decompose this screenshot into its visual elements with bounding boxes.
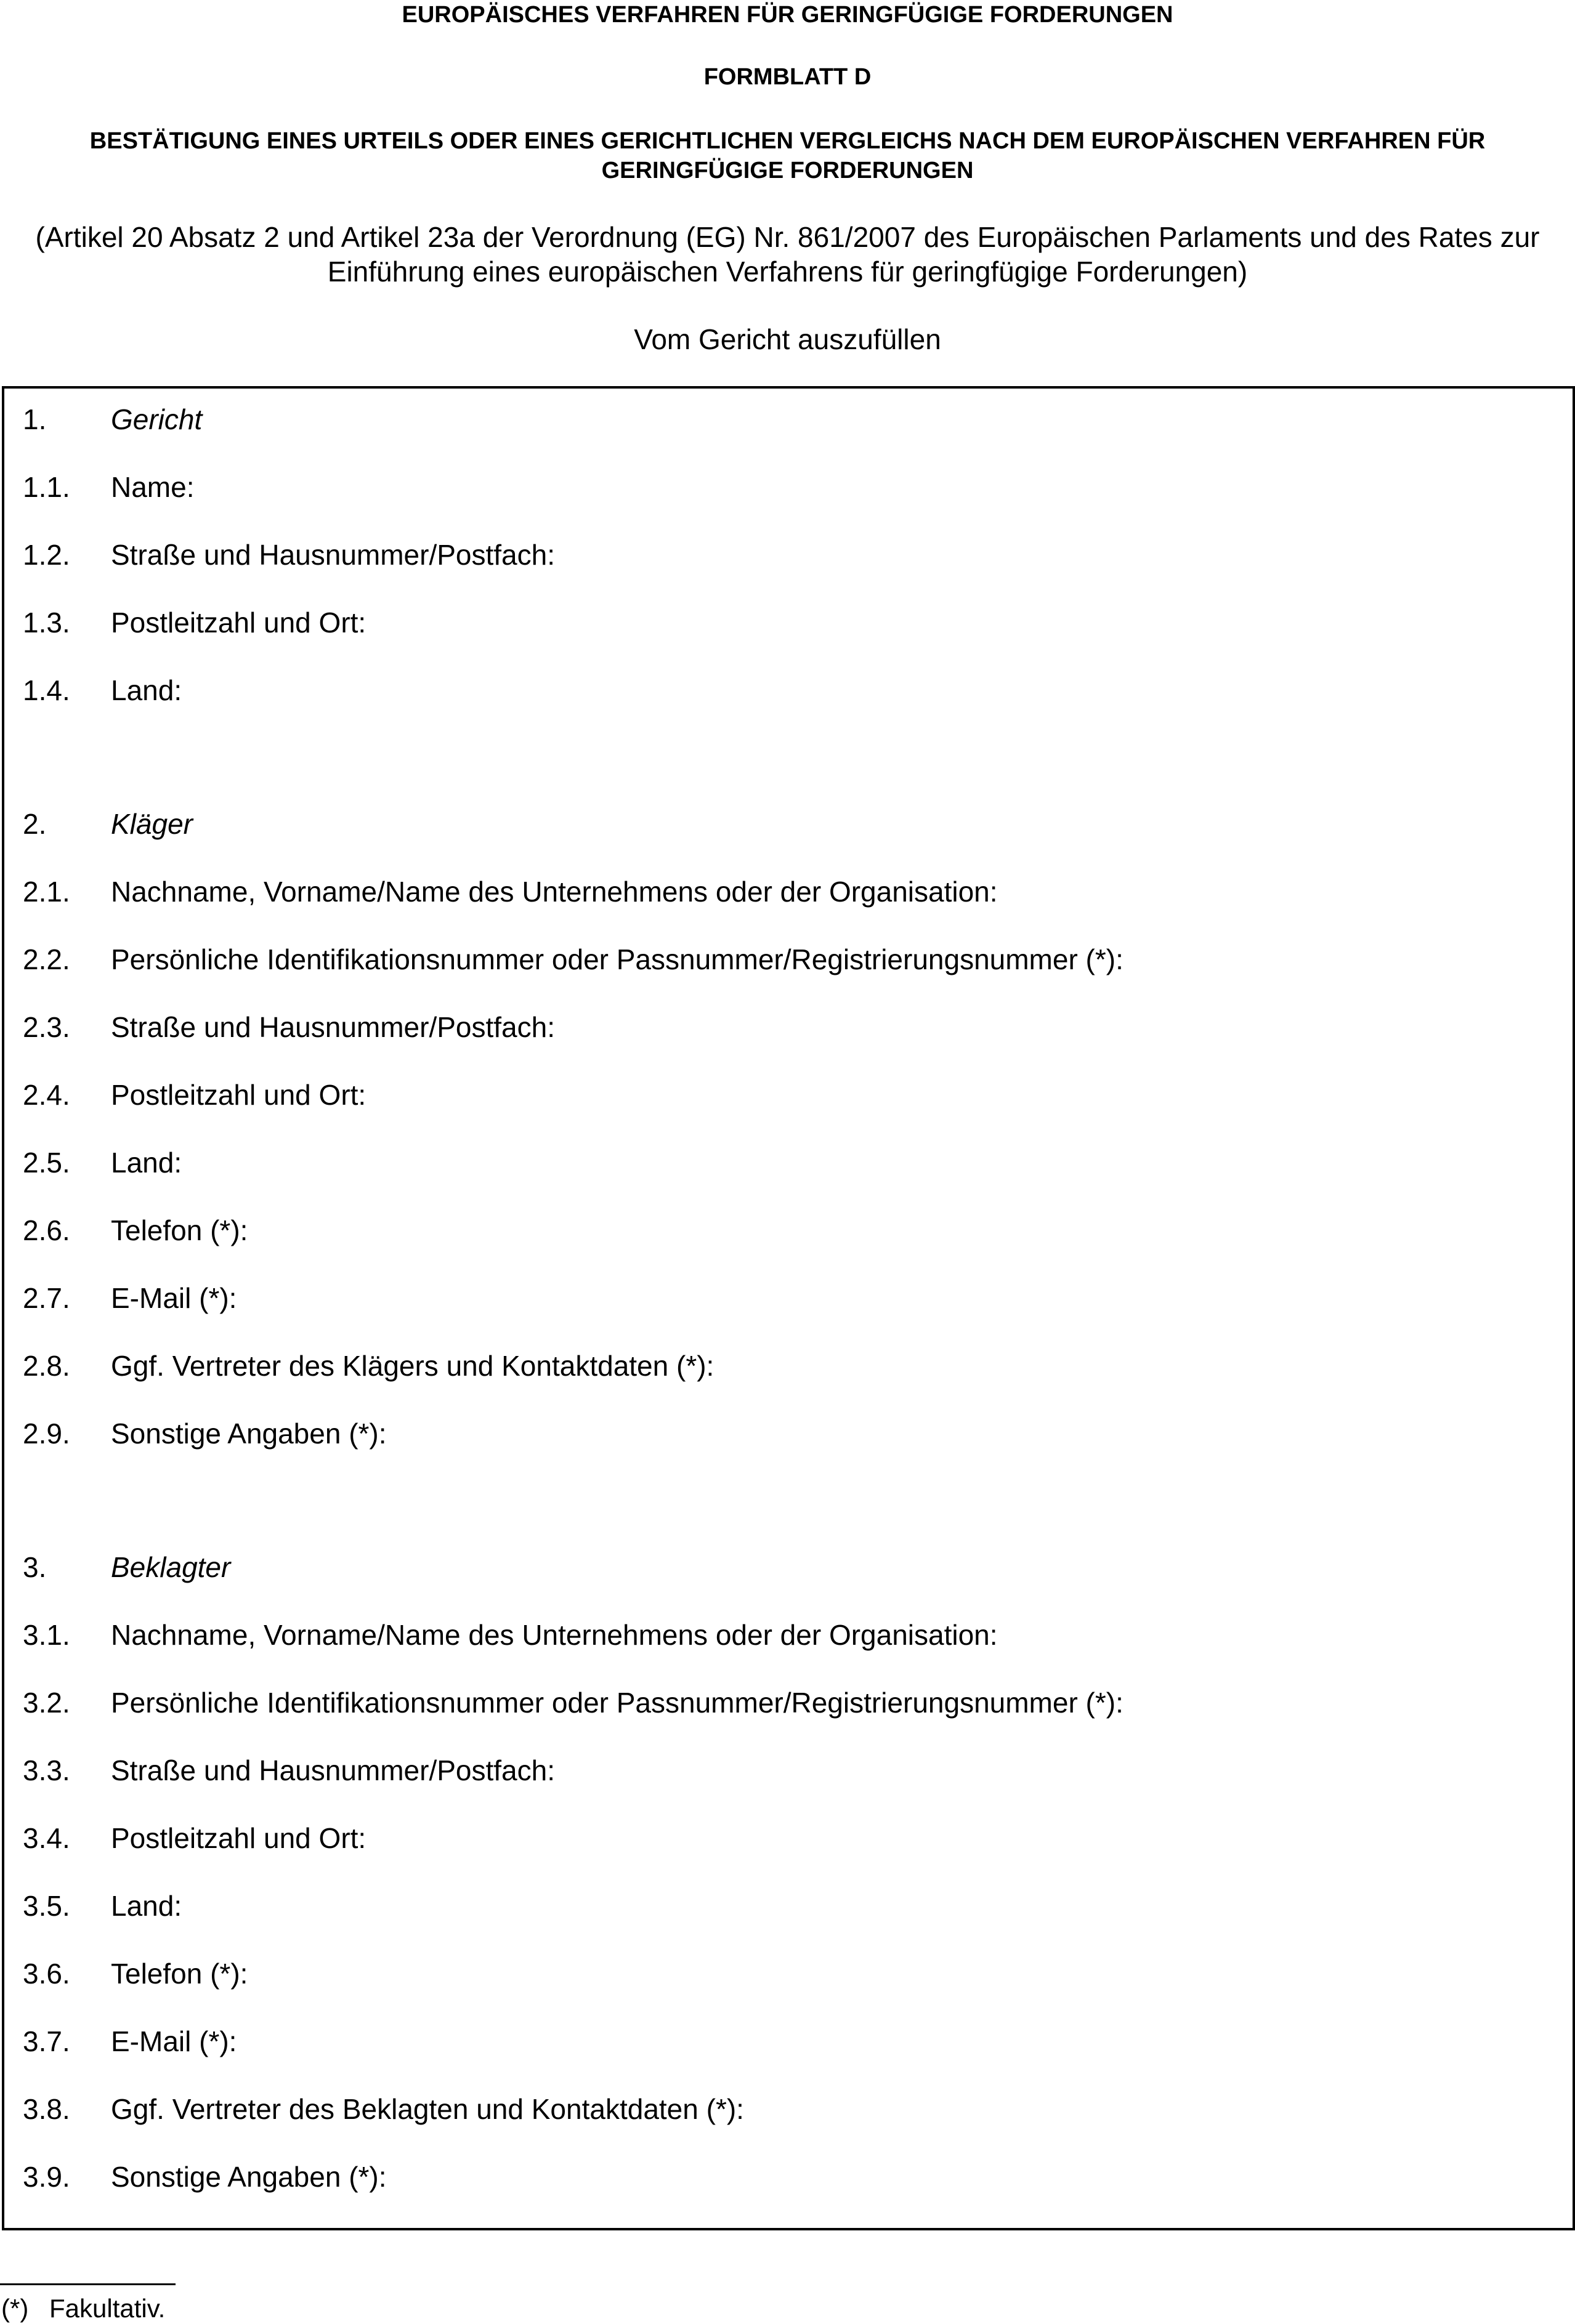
footnote-mark: (*) [1,2294,29,2323]
section-title: Kläger [111,808,193,840]
section-title: Gericht [111,403,203,435]
field-number: 2.5. [23,1147,70,1179]
field-label: Nachname, Vorname/Name des Unternehmens oder der Organisation: [111,1619,998,1651]
legal-basis-line-2: Einführung eines europäischen Verfahrens für geringfügige Forderungen) [327,256,1248,288]
field-number: 3.2. [23,1687,70,1719]
field-number: 3.3. [23,1754,70,1786]
field-label: Name: [111,471,195,503]
field-number: 2.4. [23,1079,70,1111]
field-label: Land: [111,674,182,706]
field-label: Postleitzahl und Ort: [111,1822,366,1854]
instruction-text: Vom Gericht auszufüllen [634,323,941,355]
field-number: 3.4. [23,1822,70,1854]
document-title: EUROPÄISCHES VERFAHREN FÜR GERINGFÜGIGE FORDERUNGEN [402,2,1173,28]
form-name: FORMBLATT D [703,64,872,90]
field-number: 2.9. [23,1418,70,1450]
field-label: Sonstige Angaben (*): [111,1418,387,1450]
field-number: 2.1. [23,876,70,908]
form-heading-line-1: BESTÄTIGUNG EINES URTEILS ODER EINES GERICHTLICHEN VERGLEICHS NACH DEM EUROPÄISCHEN VERFAHREN FÜR [89,128,1486,154]
field-number: 3.1. [23,1619,70,1651]
field-number: 3.8. [23,2093,70,2125]
field-label: Postleitzahl und Ort: [111,1079,366,1111]
form-box [2,386,1575,2230]
field-label: Straße und Hausnummer/Postfach: [111,1011,555,1043]
field-number: 1.3. [23,607,70,639]
field-number: 3.5. [23,1890,70,1922]
field-label: E-Mail (*): [111,1282,237,1314]
section-number: 2. [23,808,47,840]
field-label: Sonstige Angaben (*): [111,2161,387,2193]
field-label: Ggf. Vertreter des Klägers und Kontaktdaten (*): [111,1350,715,1382]
field-number: 1.2. [23,539,70,571]
field-number: 1.1. [23,471,70,503]
section-title: Beklagter [111,1551,231,1583]
field-label: Land: [111,1890,182,1922]
field-label: Persönliche Identifikationsnummer oder Passnummer/Registrierungsnummer (*): [111,1687,1124,1719]
field-label: E-Mail (*): [111,2025,237,2057]
section-number: 3. [23,1551,47,1583]
field-number: 3.6. [23,1958,70,1990]
field-label: Straße und Hausnummer/Postfach: [111,1754,555,1786]
field-label: Land: [111,1147,182,1179]
field-number: 3.9. [23,2161,70,2193]
field-label: Persönliche Identifikationsnummer oder Passnummer/Registrierungsnummer (*): [111,943,1124,975]
section-number: 1. [23,403,47,435]
field-number: 2.8. [23,1350,70,1382]
field-number: 2.3. [23,1011,70,1043]
field-number: 2.6. [23,1214,70,1246]
field-number: 2.2. [23,943,70,975]
field-label: Ggf. Vertreter des Beklagten und Kontaktdaten (*): [111,2093,744,2125]
legal-basis-line-1: (Artikel 20 Absatz 2 und Artikel 23a der Verordnung (EG) Nr. 861/2007 des Europäischen Parlaments und des Rates zur [35,221,1540,253]
field-number: 2.7. [23,1282,70,1314]
form-heading-line-2: GERINGFÜGIGE FORDERUNGEN [601,158,974,184]
field-number: 1.4. [23,674,70,706]
field-label: Nachname, Vorname/Name des Unternehmens oder der Organisation: [111,876,998,908]
field-label: Telefon (*): [111,1214,248,1246]
footnote-divider [0,2283,176,2285]
footnote-text: Fakultativ. [49,2294,166,2323]
field-label: Straße und Hausnummer/Postfach: [111,539,555,571]
field-number: 3.7. [23,2025,70,2057]
field-label: Telefon (*): [111,1958,248,1990]
field-label: Postleitzahl und Ort: [111,607,366,639]
